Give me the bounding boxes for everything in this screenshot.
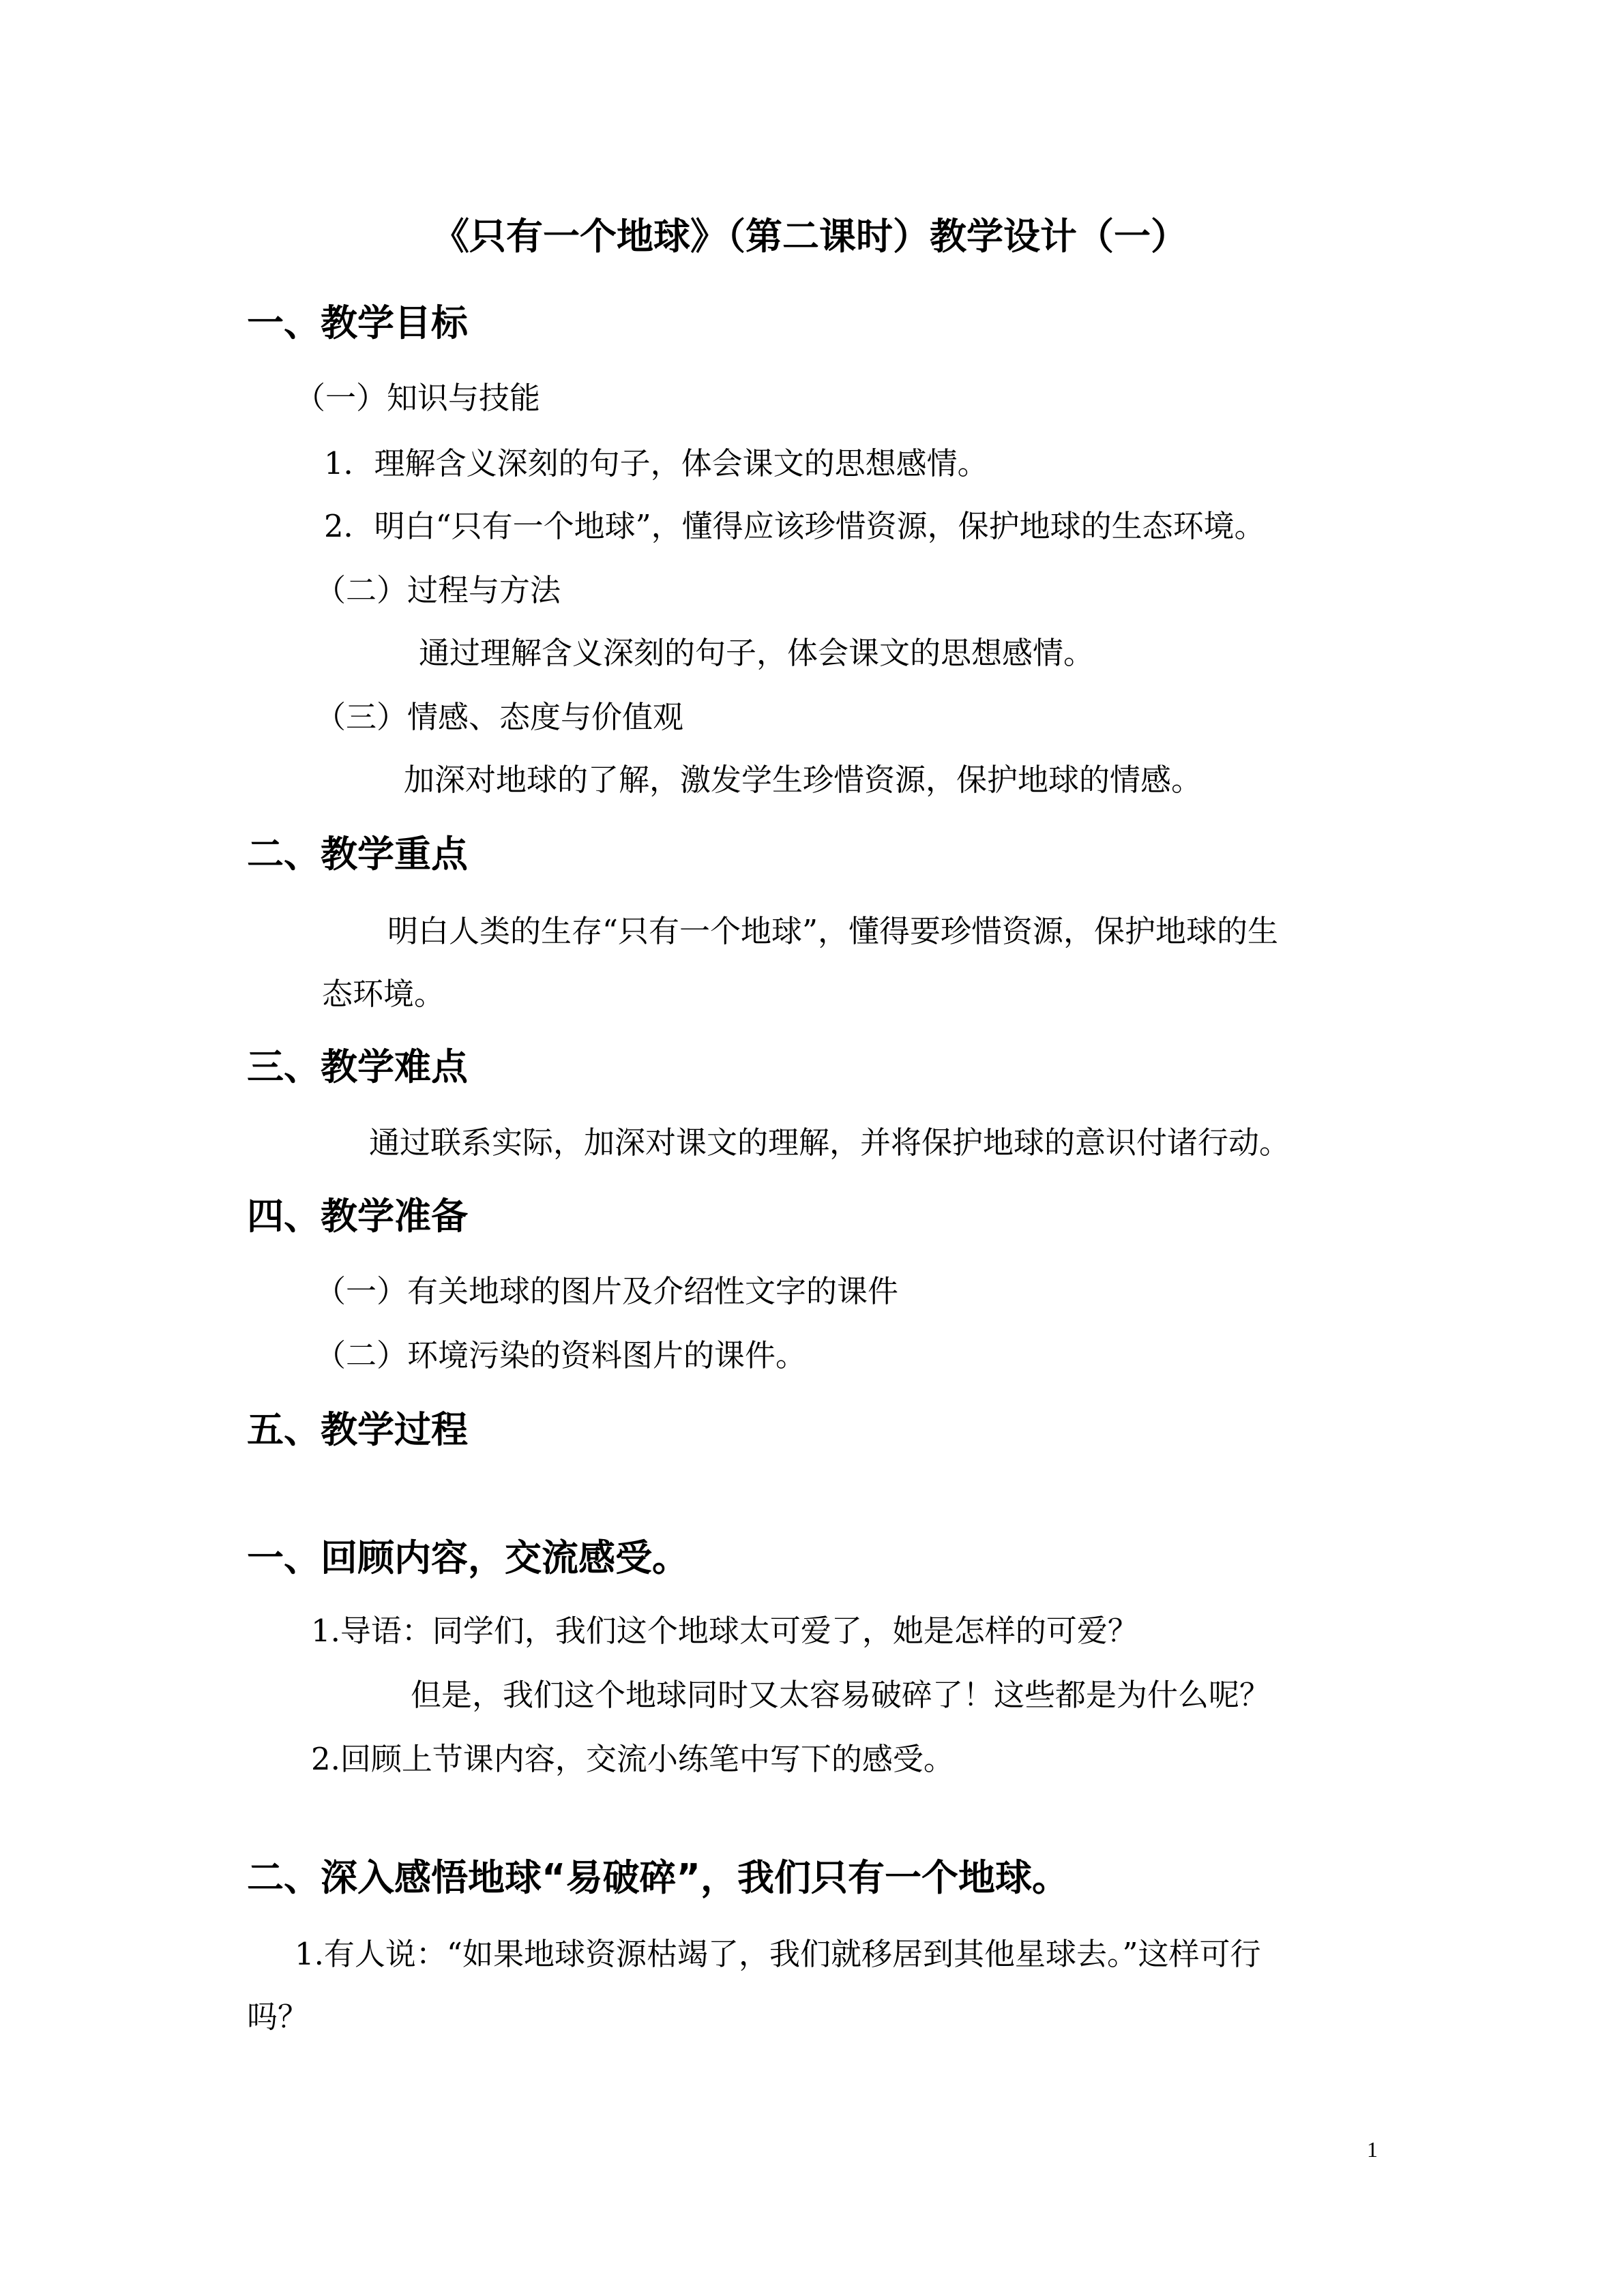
review-item-1-continued: 但是，我们这个地球同时又太容易破碎了！这些都是为什么呢？ <box>411 1677 1271 1713</box>
heading-teaching-focus: 二、教学重点 <box>247 833 468 876</box>
earth-fragile-item-1-line2: 吗？ <box>247 1999 309 2035</box>
heading-teaching-difficulty: 三、教学难点 <box>247 1045 468 1088</box>
process-method-text: 通过理解含义深刻的句子，体会课文的思想感情。 <box>419 635 1095 671</box>
subheading-emotion-values: （三）情感、态度与价值观 <box>315 699 684 735</box>
heading-earth-fragile: 二、深入感悟地球“易破碎”，我们只有一个地球。 <box>247 1856 1069 1899</box>
objective-item-2: 2．明白“只有一个地球”，懂得应该珍惜资源，保护地球的生态环境。 <box>324 508 1265 544</box>
review-item-1: 1.导语：同学们，我们这个地球太可爱了，她是怎样的可爱？ <box>311 1613 1138 1649</box>
emotion-values-text: 加深对地球的了解，激发学生珍惜资源，保护地球的情感。 <box>404 762 1202 798</box>
preparation-item-1: （一）有关地球的图片及介绍性文字的课件 <box>315 1273 899 1309</box>
review-item-2: 2.回顾上节课内容，交流小练笔中写下的感受。 <box>311 1741 954 1777</box>
page-number: 1 <box>1367 2137 1378 2162</box>
subheading-knowledge-skills: （一）知识与技能 <box>295 380 541 416</box>
heading-review-content: 一、回顾内容，交流感受。 <box>247 1536 689 1579</box>
preparation-item-2: （二）环境污染的资料图片的课件。 <box>315 1337 807 1373</box>
teaching-focus-text-line1: 明白人类的生存“只有一个地球”，懂得要珍惜资源，保护地球的生 <box>387 913 1279 949</box>
earth-fragile-item-1-line1: 1.有人说：“如果地球资源枯竭了，我们就移居到其他星球去。”这样可行 <box>295 1936 1261 1972</box>
document-title: 《只有一个地球》（第二课时）教学设计（一） <box>432 215 1187 258</box>
teaching-focus-text-line2: 态环境。 <box>322 976 445 1012</box>
teaching-difficulty-text: 通过联系实际，加深对课文的理解，并将保护地球的意识付诸行动。 <box>369 1124 1290 1161</box>
heading-teaching-process: 五、教学过程 <box>247 1408 468 1451</box>
heading-teaching-preparation: 四、教学准备 <box>247 1195 468 1238</box>
objective-item-1: 1．理解含义深刻的句子，体会课文的思想感情。 <box>324 445 988 481</box>
heading-teaching-objectives: 一、教学目标 <box>247 301 468 344</box>
subheading-process-method: （二）过程与方法 <box>315 572 561 608</box>
